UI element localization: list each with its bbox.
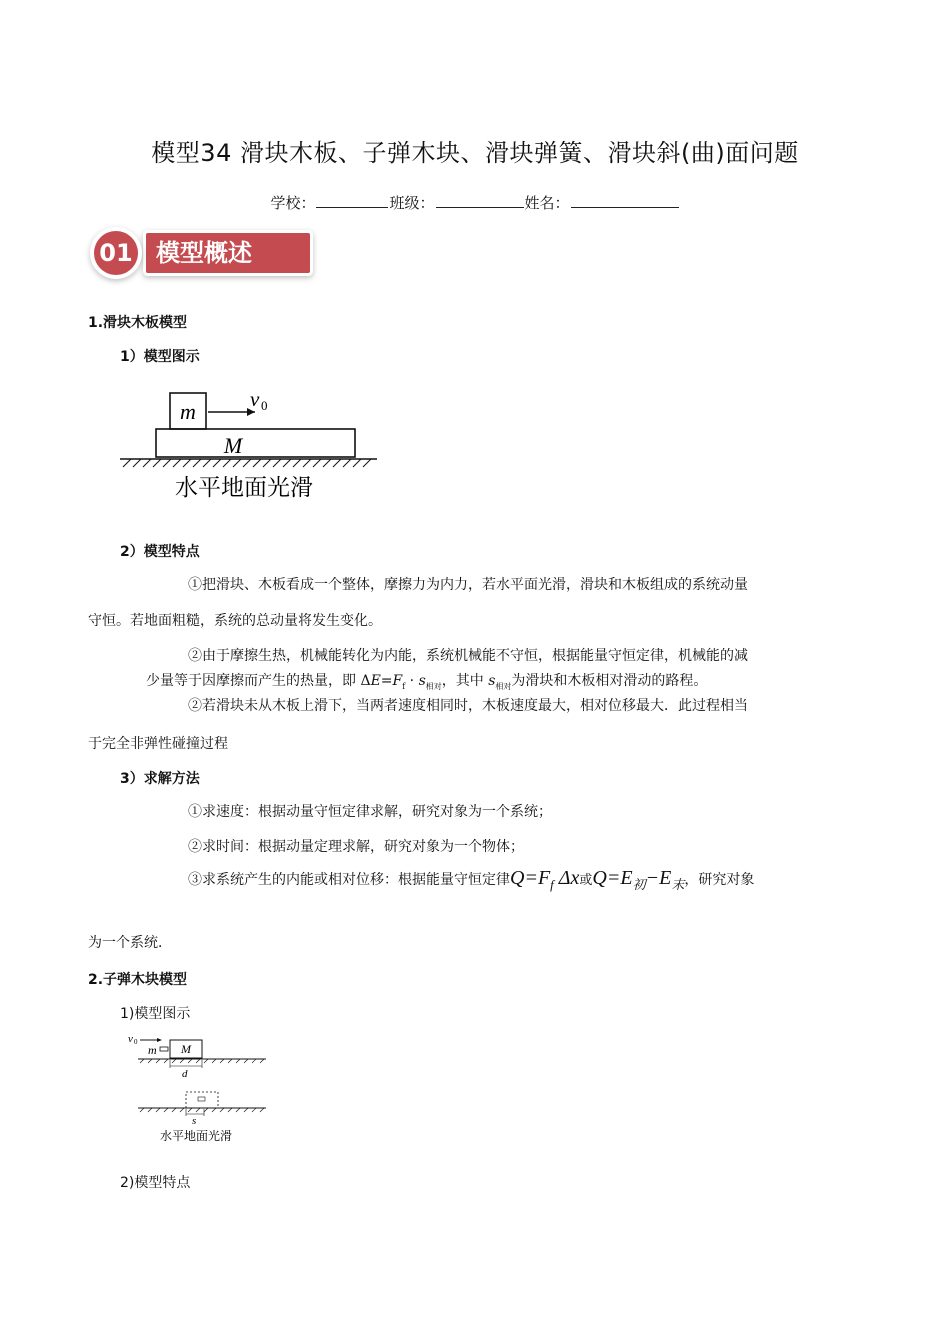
dot-sign: · (405, 673, 419, 689)
bullet-embedded (198, 1097, 205, 1101)
section-1-sub2: 2）模型特点 (120, 544, 200, 560)
school-label: 学校： (270, 194, 316, 212)
friction-symbol: F (392, 673, 403, 689)
board (156, 429, 355, 457)
bullet-velocity-label: v (128, 1033, 133, 1045)
s-label: s (192, 1115, 197, 1127)
name-label: 姓名： (524, 194, 570, 212)
where-text: ，其中 (441, 673, 489, 689)
figure-caption: 水平地面光滑 (175, 475, 313, 501)
block-mass-label: M (181, 1042, 191, 1056)
velocity-label: v (250, 387, 260, 411)
class-blank (436, 193, 524, 208)
path-text: 为滑块和木板相对滑动的路程。 (511, 673, 708, 689)
page-title: 模型34 滑块木板、子弹木块、滑块弹簧、滑块斜(曲)面问题 (151, 139, 799, 167)
slider-board-figure (115, 382, 385, 504)
bullet (160, 1047, 168, 1051)
method-3-tail: ，研究对象 (684, 872, 755, 888)
feature-1-line-2: 守恒。若地面粗糙，系统的总动量将发生变化。 (88, 613, 382, 629)
method-1: ①求速度：根据动量守恒定律求解，研究对象为一个系统； (188, 804, 552, 820)
bullet-block-figure (120, 1030, 280, 1146)
equals-sign: = (380, 673, 393, 689)
feature-1-line-1: ①把滑块、木板看成一个整体，摩擦力为内力，若水平面光滑，滑块和木板组成的系统动量 (188, 577, 748, 593)
d-label: d (182, 1068, 188, 1080)
feature-3-line-2: 于完全非弹性碰撞过程 (88, 736, 228, 752)
friction-subscript: f (402, 681, 406, 691)
section-2-sub2: 2)模型特点 (120, 1175, 191, 1191)
student-info-line (0, 192, 950, 213)
energy-text: 少量等于因摩擦而产生的热量，即 Δ (146, 673, 371, 689)
section-1-sub3: 3）求解方法 (120, 771, 200, 787)
relative-subscript: 相对 (425, 681, 442, 691)
energy-formula: $Q=E_初-E_末$ (592, 867, 685, 892)
section-1-sub1: 1）模型图示 (120, 349, 200, 365)
distance-symbol-2: s (488, 673, 496, 689)
distance-symbol: s (418, 673, 426, 689)
class-label: 班级： (389, 194, 435, 212)
feature-3-line-1: ②若滑块未从木板上滑下，当两者速度相同时，木板速度最大，相对位移最大．此过程相当 (188, 698, 748, 714)
banner-number: 01 (99, 239, 133, 267)
method-2: ②求时间：根据动量定理求解，研究对象为一个物体； (188, 839, 524, 855)
name-blank (571, 193, 679, 208)
section-banner (88, 225, 318, 281)
bullet-figure-caption: 水平地面光滑 (160, 1129, 233, 1143)
section-2-heading: 2.子弹木块模型 (88, 972, 188, 988)
relative-subscript-2: 相对 (495, 681, 512, 691)
slider-mass-label: m (180, 399, 196, 424)
velocity-subscript: 0 (261, 398, 268, 413)
method-3-text: ③求系统产生的内能或相对位移：根据能量守恒定律 (188, 872, 510, 888)
bullet-velocity-subscript: 0 (134, 1038, 138, 1046)
method-3-line-1 (188, 868, 754, 895)
block-moved (186, 1092, 218, 1108)
ground-hatching (123, 459, 371, 467)
feature-2-line-1: ②由于摩擦生热，机械能转化为内能，系统机械能不守恒，根据能量守恒定律，机械能的减 (188, 648, 748, 664)
energy-symbol: E (370, 673, 381, 689)
heat-formula: $Q=F_f$ Δx (510, 867, 580, 892)
bullet-mass-label: m (148, 1043, 157, 1057)
section-2-sub1: 1)模型图示 (120, 1006, 191, 1022)
feature-2-line-2 (146, 671, 707, 697)
board-mass-label: M (223, 433, 243, 458)
school-blank (316, 193, 388, 208)
method-3-line-2: 为一个系统． (88, 935, 172, 951)
or-text: 或 (579, 873, 593, 888)
section-1-heading: 1.滑块木板模型 (88, 315, 188, 331)
banner-label: 模型概述 (156, 239, 252, 267)
